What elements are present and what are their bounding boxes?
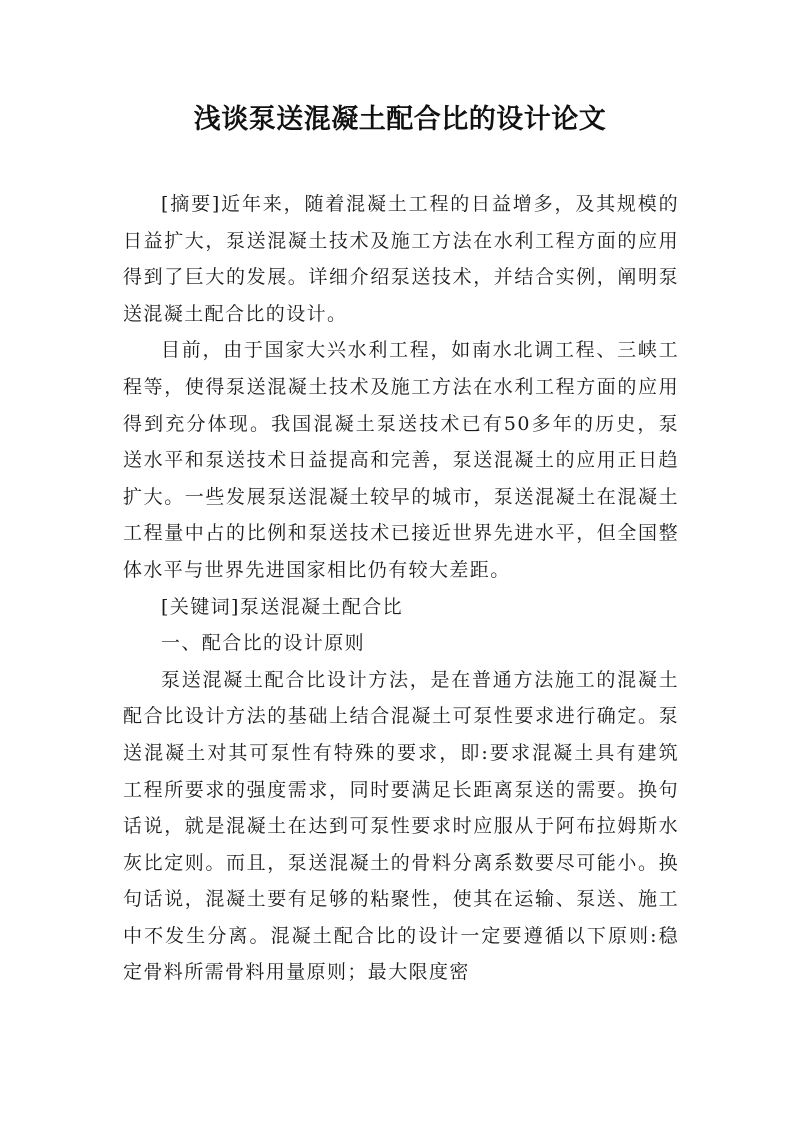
design-principle-paragraph: 泵送混凝土配合比设计方法，是在普通方法施工的混凝土配合比设计方法的基础上结合混凝土可泵性要求进行确定。泵送混凝土对其可泵性有特殊的要求，即:要求混凝土具有建筑工程所要求的强度需求，同时要满足长距离泵送的需要。换句话说，就是混凝土在达到可泵性要求时应服从于阿布拉姆斯水灰比定则。而且，泵送混凝土的骨料分离系数要尽可能小。换句话说，混凝土要有足够的粘聚性，使其在运输、泵送、施工中不发生分离。混凝土配合比的设计一定要遵循以下原则:稳定骨料所需骨料用量原则；最大限度密	[123, 668, 679, 984]
document-title: 浅谈泵送混凝土配合比的设计论文	[193, 104, 607, 135]
section-heading: 一、配合比的设计原则	[161, 632, 366, 655]
document-body	[123, 186, 679, 991]
intro-paragraph: 目前，由于国家大兴水利工程，如南水北调工程、三峡工程等，使得泵送混凝土技术及施工方法在水利工程方面的应用得到充分体现。我国混凝土泵送技术已有50多年的历史，泵送水平和泵送技术日益提高和完善，泵送混凝土的应用正日趋扩大。一些发展泵送混凝土较早的城市，泵送混凝土在混凝土工程量中占的比例和泵送技术已接近世界先进水平，但全国整体水平与世界先进国家相比仍有较大差距。	[123, 339, 679, 581]
keywords-paragraph: [关键词]泵送混凝土配合比	[161, 595, 404, 618]
abstract-paragraph: [摘要]近年来，随着混凝土工程的日益增多，及其规模的日益扩大，泵送混凝土技术及施工方法在水利工程方面的应用得到了巨大的发展。详细介绍泵送技术，并结合实例，阐明泵送混凝土配合比的设计。	[123, 193, 679, 325]
